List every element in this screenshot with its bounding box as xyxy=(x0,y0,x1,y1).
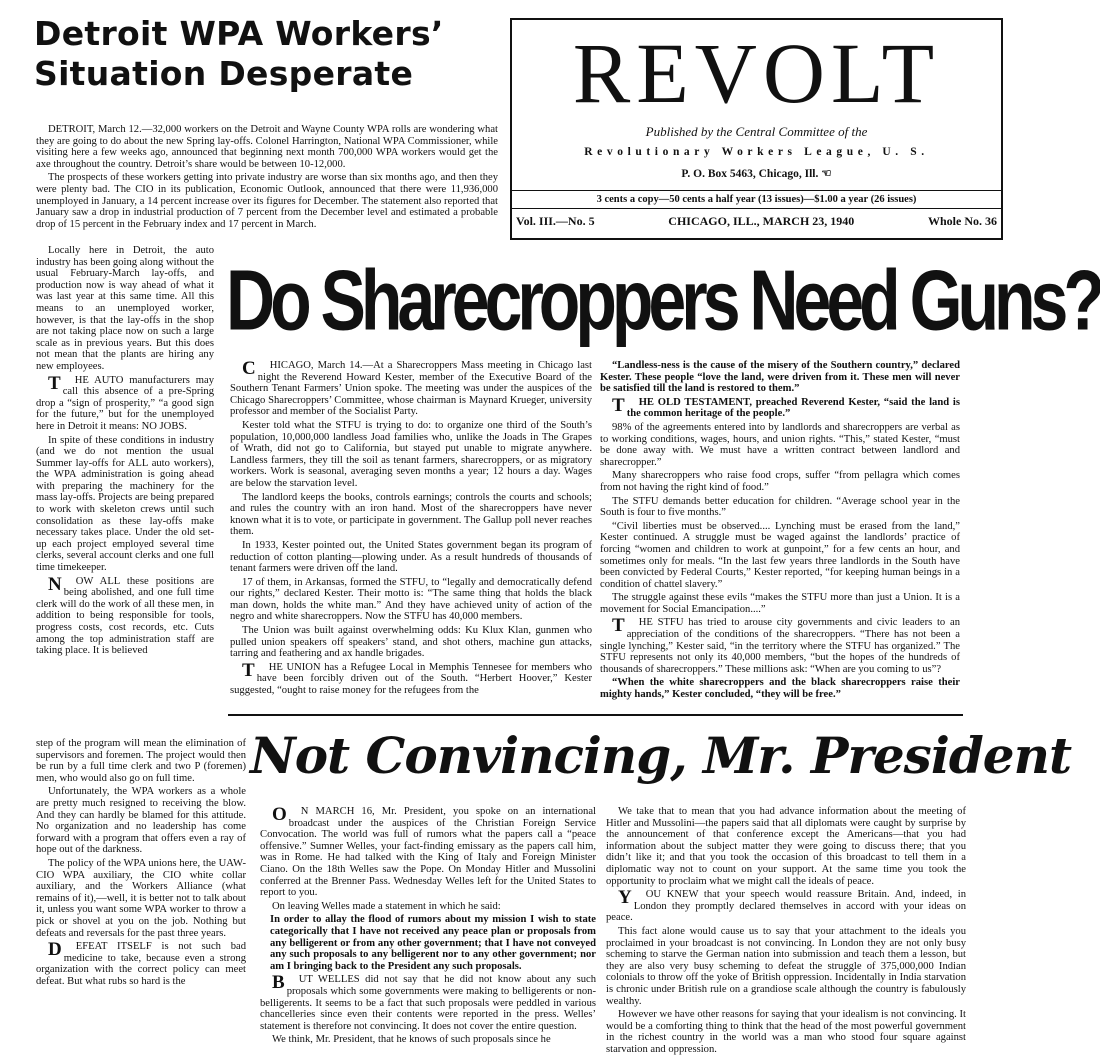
sharecroppers-column-2 xyxy=(600,360,960,703)
president-quote: In order to allay the flood of rumors about my mission I wish to state categorically that I have not received any peace plan or proposals from any belligerent or from any other government; that I have not conveyed any such proposals to any belligerent nor to any other government; nor am I bringing back to the President any such proposals. xyxy=(270,914,596,972)
masthead-title: REVOLT xyxy=(572,25,941,121)
sharecroppers-paragraph: THE OLD TESTAMENT, preached Reverend Kester, “said the land is the common heritage of the people.” xyxy=(612,394,960,420)
sharecroppers-paragraph: 98% of the agreements entered into by landlords and sharecroppers are verbal as to working conditions, wages, hours, and union rights. “This,” stated Kester, “must be done away with. We must have a written contract between landlord and sharecropper.” xyxy=(600,421,960,468)
sharecroppers-paragraph: THE STFU has tried to arouse city governments and civic leaders to an appreciation of the conditions of the sharecroppers. “There has not been a single lynching,” Kester said, “in the territory where the STFU has organized.” The STFU represents not only its 40,000 members, “but the hopes of the hundreds of thousands of sharecroppers.” These millions ask: “When are you coming to us”? xyxy=(600,615,960,675)
wpa-paragraph: Locally here in Detroit, the auto industry has been going along without the usual February-March lay-offs, and production now is way ahead of what it was last year at this same time. All this means to an unemployed worker, however, is that the lay-offs in the shop are not taking place now on such a large scale as in previous years. But this does not mean that the plants are hiring any new employees. xyxy=(36,245,214,372)
president-paragraph: BUT WELLES did not say that he did not know about any such proposals which some governments were making to belligerents or non-belligerents. It seems to be a fact that such proposals were peddled in various chancelleries since even their contents were reported in the press. Welles’ statement is therefore not convincing. It does not cover the entire question. xyxy=(260,972,596,1032)
masthead xyxy=(510,18,1003,240)
sharecroppers-paragraph: Kester told what the STFU is trying to do: to organize one third of the South’s population, 10,000,000 landless Joad families who, unlike the Joads in The Grapes of Wrath, did not go to California, but stayed put unable to migrate anywhere. Landless farmers, they till the soil as tenant farmers, sharecroppers, or as migratory workers. Work is seasonal, averaging seven months a year; 12 hours a day. Wages are below the starvation level. xyxy=(230,419,592,489)
sharecroppers-column-1 xyxy=(230,360,592,699)
sharecroppers-paragraph: “Landless-ness is the cause of the misery of the Southern country,” declared Kester. These people “love the land, were driven from it. These men will never be satisfied till the land is restored to them.” xyxy=(600,360,960,395)
wpa-paragraph: DEFEAT ITSELF is not such bad medicine to take, because even a strong organization with the correct policy can meet defeat. But what rubs so hard is the xyxy=(36,939,246,987)
wpa-paragraph: Unfortunately, the WPA workers as a whole are pretty much resigned to receiving the blow. And they can hardly be blamed for this attitude. No organization and no leadership has come forward with a program that offers even a ray of hope out of the darkness. xyxy=(36,786,246,856)
sharecroppers-paragraph: The STFU demands better education for children. “Average school year in the South is four to five months.” xyxy=(600,495,960,519)
masthead-league: Revolutionary Workers League, U. S. xyxy=(584,146,929,158)
masthead-box xyxy=(512,166,1001,180)
president-headline: Not Convincing, Mr. President xyxy=(250,726,1072,785)
wpa-paragraph: The policy of the WPA unions here, the UAW-CIO WPA auxiliary, the CIO white collar auxiliary, and the Workers Alliance (what remains of it),—well, it is better not to talk about it, unless you want some WPA worker to throw a pick or shovel at you on the job. Nothing but defeats and reversals for the past three years. xyxy=(36,857,246,939)
wpa-column-lower xyxy=(36,738,246,989)
wpa-intro-paragraph: DETROIT, March 12.—32,000 workers on the Detroit and Wayne County WPA rolls are wondering what they are going to do about the new Spring lay-offs. Colonel Harrington, National WPA Commissioner, while visiting here a few weeks ago, announced that beginning next month 700,000 WPA workers would get the axe throughout the country. Detroit’s share would be between 10-12,000. xyxy=(36,124,498,170)
president-paragraph: This fact alone would cause us to say that your attachment to the ideals you proclaimed in your broadcast is not convincing. In London they are not only busy scheming to starve the German nation into submission and teach them a lesson, but they are also very busy scheming to defeat the struggle of 375,000,000 Indian colonials to throw off the yoke of British oppression. Incidentally in India starvation is chronic under British rule on a grandiose scale although the country is fabulously wealthy. xyxy=(606,925,966,1007)
sharecroppers-paragraph: 17 of them, in Arkansas, formed the STFU, to “legally and democratically defend our rights,” declared Kester. Their motto is: “The same thing that holds the black man down, holds the white man.” And they have achieved unity of action of the negro and white sharecroppers. Now the STFU has 40,000 members. xyxy=(230,576,592,623)
president-paragraph: We think, Mr. President, that he knows of such proposals since he xyxy=(272,1034,551,1046)
masthead-box-text: P. O. Box 5463, Chicago, Ill. xyxy=(681,168,819,180)
sharecroppers-paragraph: The Union was built against overwhelming odds: Ku Klux Klan, gunmen who pulled union speakers off speakers’ stand, and shot others, machine gun attacks, tarring and feathering and ax handle brigades. xyxy=(230,625,592,660)
president-paragraph: We take that to mean that you had advance information about the meeting of Hitler and Mussolini—the papers said that all diplomats were caught by surprise by the announcement of that conference except the Americans—that you had information about the subject matter they were going to discuss there; that you didn’t like it; and that you took the occasion of this broadcast to tell them in a diplomatic way not to count on your support. At the same time you took the opportunity to proclaim what we might call the ideals of peace. xyxy=(606,806,966,887)
masthead-whole-no: Whole No. 36 xyxy=(928,214,997,228)
president-column-2 xyxy=(606,806,966,1057)
wpa-headline xyxy=(34,14,504,94)
wpa-intro xyxy=(36,124,498,232)
sharecroppers-paragraph: “When the white sharecroppers and the black sharecroppers raise their mighty hands,” Kester concluded, “they will be free.” xyxy=(600,677,960,701)
president-column-1 xyxy=(260,806,596,1048)
masthead-price: 3 cents a copy—50 cents a half year (13 issues)—$1.00 a year (26 issues) xyxy=(512,190,1001,209)
masthead-volume: Vol. III.—No. 5 xyxy=(516,214,595,228)
president-paragraph: On leaving Welles made a statement in which he said: xyxy=(272,900,501,912)
wpa-intro-paragraph-2: The prospects of these workers getting into private industry are worse than six months ago, and then they were plenty bad. The CIO in its publication, Economic Outlook, announced that there were 11,936,000 unemployed in January, a 14 percent increase over its figures for December. The statement also reported that January saw a drop in industrial production of 7 percent from the December level and estimated a probable drop of 15 percent in the February index and 17 percent in March. xyxy=(36,172,498,230)
president-paragraph: ON MARCH 16, Mr. President, you spoke on an international broadcast under the auspices of the Christian Foreign Service Convocation. The world was full of rumors what the papers call a “peace offensive.” Sumner Welles, your fact-finding emissary as the papers call him, was in Rome. He had talked with the King of Italy and Foreign Minister Ciano. On the 18th Welles saw the Pope. On Monday Hitler and Mussolini conferred at the Brenner Pass. Wednesday Welles left for the United States to report to you. xyxy=(260,804,596,899)
sharecroppers-paragraph: In 1933, Kester pointed out, the United States government began its program of reduction of cotton planting—plowing under. As a result hundreds of thousands of tenant farmers were driven off the land. xyxy=(230,539,592,575)
wpa-paragraph: step of the program will mean the elimination of supervisors and foremen. The project would then be run by a full time clerk and two P (foremen) men, who would also go on full time. xyxy=(36,738,246,784)
president-paragraph: However we have other reasons for saying that your idealism is not convincing. It would be a comforting thing to think that the head of the most powerful government in the richest country in the world was a man who stood four square against starvation and oppression. xyxy=(606,1009,966,1055)
wpa-headline-line-1: Detroit WPA Workers’ xyxy=(34,14,444,53)
sharecroppers-paragraph: “Civil liberties must be observed.... Lynching must be erased from the land,” Kester continued. A struggle must be waged against the landlords’ practice of forcing “women and children to work at gunpoint,” for a few cents an hour, and sometimes only for meals. “In the last few years three landlords in the South have been convicted by Federal Courts,” Kester reported, “for keeping human beings in a condition of chattel slavery.” xyxy=(600,520,960,590)
section-divider xyxy=(228,714,963,716)
sharecroppers-headline: Do Sharecroppers Need Guns? xyxy=(226,253,1100,349)
sharecroppers-paragraph: The struggle against these evils “makes the STFU more than just a Union. It is a movement for Social Emancipation....” xyxy=(600,592,960,615)
sharecroppers-paragraph: CHICAGO, March 14.—At a Sharecroppers Mass meeting in Chicago last night the Reverend Howard Kester, member of the Executive Board of the Southern Tenant Farmers’ Union spoke. The meeting was under the auspices of the Chicago Sharecroppers’ Committee, whose chairman is Maynard Krueger, university professor and member of the Socialist Party. xyxy=(230,358,592,418)
pointing-hand-icon: ☜ xyxy=(821,168,832,180)
wpa-paragraph: NOW ALL these positions are being abolished, and one full time clerk will do the work of all these men, in addition to being responsible for tools, progress costs, cost records, etc. Cuts among the top administration staff are taking place. It is believed xyxy=(36,573,214,657)
masthead-issue-line xyxy=(512,214,1001,229)
president-paragraph: YOU KNEW that your speech would reassure Britain. And, indeed, in London they promptly declared themselves in accord with your ideas on peace. xyxy=(606,887,966,924)
wpa-headline-line-2: Situation Desperate xyxy=(34,54,414,93)
masthead-published-by: Published by the Central Committee of the xyxy=(645,124,868,139)
wpa-paragraph: In spite of these conditions in industry (and we do not mention the usual Summer lay-offs for ALL auto workers), the WPA administration is going ahead with preparing the machinery for the mass lay-offs. Projects are being prepared to work with skeleton crews until such consolidation as these lay-offs make necessary takes place. Under the old set-up each project employed several time clerks, several account clerks and one full time timekeeper. xyxy=(36,434,214,574)
sharecroppers-paragraph: Many sharecroppers who raise food crops, suffer “from pellagra which comes from not having the right kind of food.” xyxy=(600,470,960,493)
masthead-dateline: CHICAGO, ILL., MARCH 23, 1940 xyxy=(668,214,855,228)
wpa-column-upper xyxy=(36,245,214,659)
wpa-paragraph: THE AUTO manufacturers may call this absence of a pre-Spring drop a “sign of prosperity,” “a good sign for the future,” but for the unemployed here in Detroit it means: NO JOBS. xyxy=(36,372,214,432)
sharecroppers-paragraph: The landlord keeps the books, controls earnings; controls the courts and schools; and rules the country with an iron hand. Most of the sharecroppers have never known what it is to vote, or participate in government. The Gallup poll never reaches them. xyxy=(230,491,592,538)
sharecroppers-paragraph: THE UNION has a Refugee Local in Memphis Tennesee for members who have been forcibly driven out of the South. “Herbert Hoover,” Kester suggested, “ought to raise money for the refugees from the xyxy=(230,659,592,697)
